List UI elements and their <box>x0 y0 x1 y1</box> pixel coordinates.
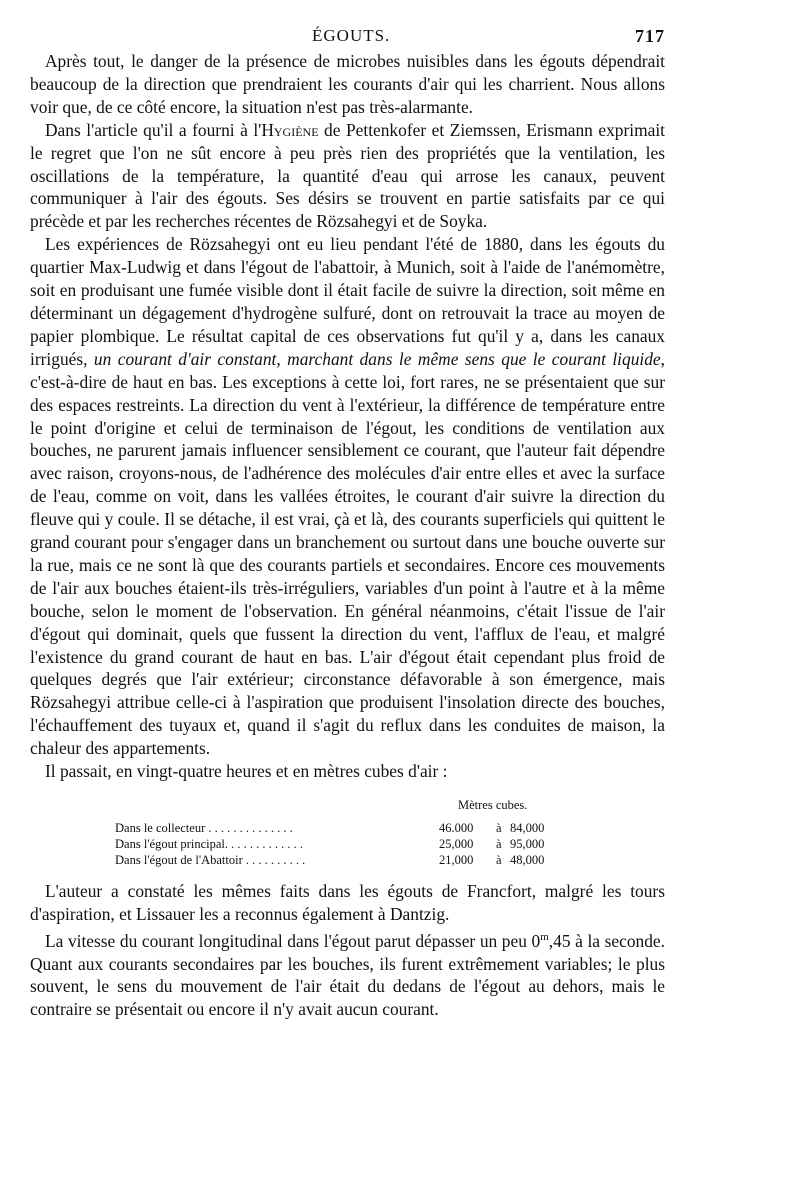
running-header <box>30 20 665 50</box>
row-max: 48,000 <box>510 853 545 867</box>
paragraph-2-text-a: Dans l'article qu'il a fourni à l' <box>45 119 262 140</box>
paragraph-2-text-b: de Pettenkofer et Ziemssen, Erismann exprimait le regret que l'on ne sût encore à peu près rien des propriétés que la ventilation, les oscillations de la température, la quantité d'eau qui arrose les canaux, peuvent communiquer à l'air des égouts. Ses désirs se trouvent en partie satisfaits par ce qui précède et par les recherches récentes de Rözsahegyi et de Soyka. <box>30 119 666 232</box>
unit-superscript: m <box>540 930 549 943</box>
paragraph-3 <box>30 233 665 760</box>
row-label: Dans l'égout principal. . . . . . . . . . . . . <box>115 837 303 851</box>
row-max: 95,000 <box>510 837 545 851</box>
paragraph-1: Après tout, le danger de la présence de microbes nuisibles dans les égouts dépendrait beaucoup de la direction que prendraient les courants d'air qui les charrient. Nous allons voir que, de ce côté encore, la situation n'est pas très-alarmante. <box>30 51 665 117</box>
hygiene-reference: Hygiène <box>261 119 319 140</box>
document-page <box>30 20 665 1021</box>
row-min: 46.000 <box>439 821 474 835</box>
table-unit-header: Mètres cubes. <box>458 798 528 812</box>
running-title: ÉGOUTS. <box>312 26 391 45</box>
paragraph-3-emphasis: un courant d'air constant, marchant dans le même sens que le courant liquide <box>93 348 661 369</box>
paragraph-4: Il passait, en vingt-quatre heures et en mètres cubes d'air : <box>45 761 448 782</box>
row-min: 25,000 <box>439 837 474 851</box>
paragraph-3-text-a: Les expériences de Rözsahegyi ont eu lieu pendant l'été de 1880, dans les égouts du quartier Max-Ludwig et dans l'égout de l'abattoir, à Munich, soit à l'aide de l'anémomètre, soit en produisant une fumée visible dont il était facile de suivre la direction, soit même en déterminant un dégagement d'hydrogène sulfuré, dont on retrouvait la trace au moyen de papier plombique. Le résultat capital de ces observations fut qu'il y a, dans les canaux irrigués, <box>30 234 665 369</box>
row-separator: à <box>496 853 502 867</box>
paragraph-6-text-b: ,45 à la seconde. Quant aux courants secondaires par les bouches, ils furent extrêmement variables; le plus souvent, le sens du mouvement de l'air était du dedans de l'égout au dehors, mais le contraire se présentait ou encore il n'y avait aucun courant. <box>30 930 665 1020</box>
page-number: 717 <box>635 26 665 46</box>
row-min: 21,000 <box>439 853 474 867</box>
row-label: Dans le collecteur . . . . . . . . . . . . . . <box>115 821 293 835</box>
paragraph-3-text-b: , c'est-à-dire de haut en bas. Les exceptions à cette loi, fort rares, ne se présentaient que sur des espaces restreints. La direction du vent à l'extérieur, la différence de température entre le point d'origine et celui de terminaison de l'égout, les conditions de ventilation aux bouches, ne parurent jamais influencer sensiblement ce courant, que l'auteur fait dépendre avec raison, croyons-nous, de l'adhérence des molécules d'air entre elles et avec la surface de l'eau, comme on voit, dans les vallées étroites, le courant d'air suivre la direction du fleuve qui y coule. Il se détache, il est vrai, çà et là, des courants superficiels qui quittent le grand courant pour s'engager dans un branchement ou surtout dans une bouche ouverte sur la rue, mais ce ne sont là que des courants partiels et secondaires. Encore ces mouvements de l'air aux bouches étaient-ils très-irréguliers, variables d'un point à l'autre et à la même bouche, selon le moment de l'observation. En général néanmoins, c'était l'issue de l'air d'égout qui dominait, quels que fussent la direction du vent, l'afflux de l'eau, et malgré l'existence du grand courant de haut en bas. L'air d'égout était cependant plus froid de quelques degrés que l'air extérieur; circonstance défavorable à son émergence, mais Rözsahegyi attribue celle-ci à l'aspiration que produisent l'insolation directe des bouches, l'échauffement des tuyaux et, quand il s'agit du reflux dans les conduites de maison, la chaleur des appartements. <box>30 348 665 759</box>
row-separator: à <box>496 837 502 851</box>
paragraph-2 <box>30 119 665 234</box>
paragraph-6 <box>30 926 665 1021</box>
table-row <box>115 836 560 852</box>
row-label: Dans l'égout de l'Abattoir . . . . . . . . . . <box>115 853 306 867</box>
table-row <box>115 820 560 836</box>
paragraph-5: L'auteur a constaté les mêmes faits dans les égouts de Francfort, malgré les tours d'aspiration, et Lissauer les a reconnus également à Dantzig. <box>30 881 665 924</box>
air-volume-table <box>30 792 665 880</box>
paragraph-6-text-a: La vitesse du courant longitudinal dans l'égout parut dépasser un peu 0 <box>45 930 541 951</box>
table-row <box>115 852 560 868</box>
row-max: 84,000 <box>510 821 545 835</box>
row-separator: à <box>496 821 502 835</box>
